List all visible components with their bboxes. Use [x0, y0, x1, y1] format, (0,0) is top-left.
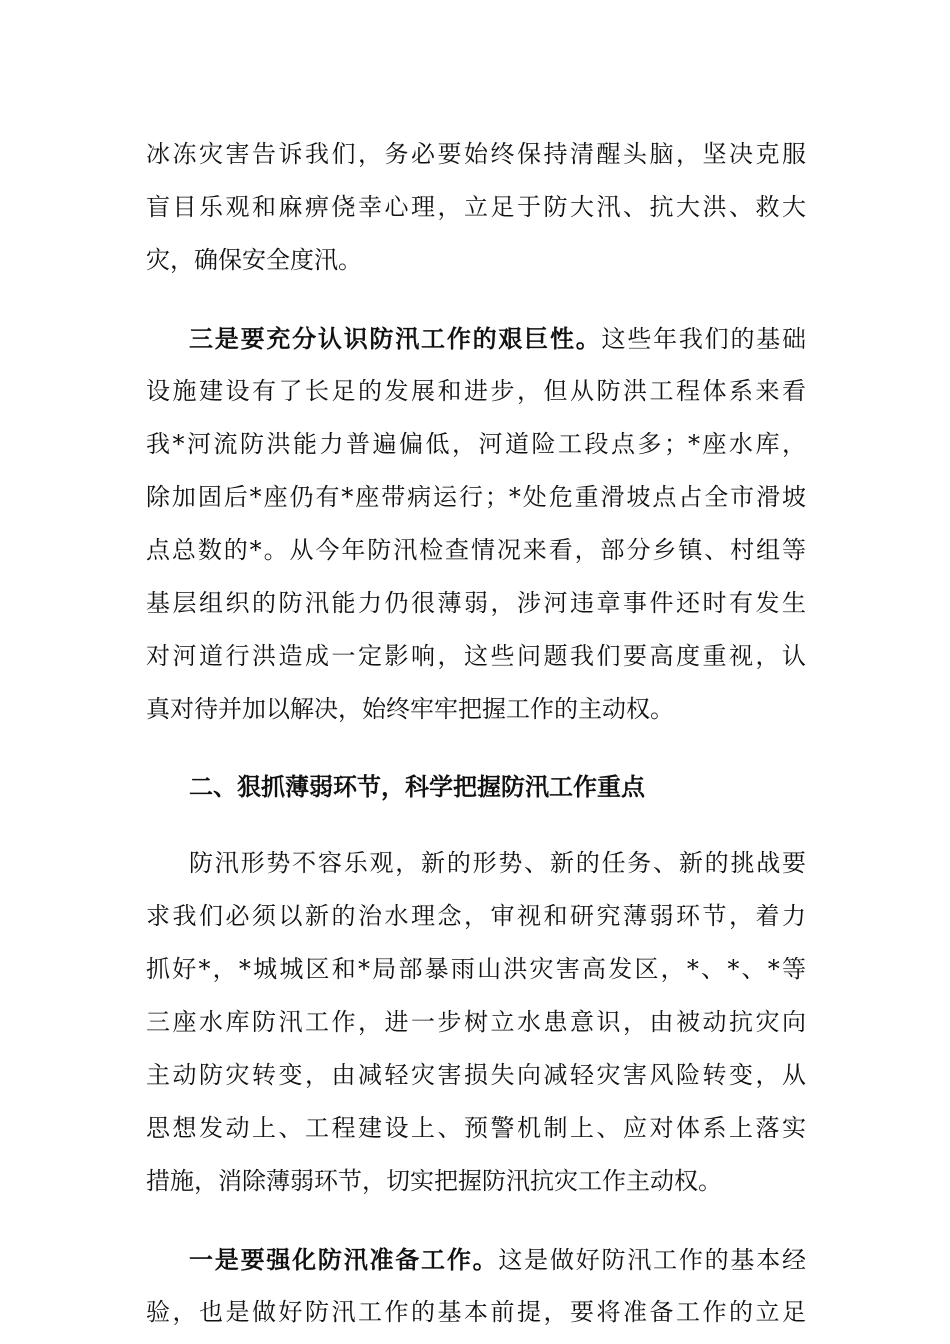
text-line: 冰冻灾害告诉我们，务必要始终保持清醒头脑，坚决克服	[146, 140, 806, 168]
text-line: 真对待并加以解决，始终牢牢把握工作的主动权。	[146, 695, 674, 723]
text-line: 主动防灾转变，由减轻灾害损失向减轻灾害风险转变，从	[146, 1061, 806, 1089]
section-heading: 二、狠抓薄弱环节，科学把握防汛工作重点	[189, 772, 645, 801]
paragraph-4	[146, 1233, 806, 1339]
text-line: 盲目乐观和麻痹侥幸心理，立足于防大汛、抗大洪、救大	[146, 193, 806, 221]
text-line: 灾，确保安全度汛。	[146, 246, 362, 274]
text-line: 对河道行洪造成一定影响，这些问题我们要高度重视，认	[146, 642, 806, 670]
text-line: 验，也是做好防汛工作的基本前提，要将准备工作的立足	[146, 1298, 806, 1326]
text-line: 三座水库防汛工作，进一步树立水患意识，由被动抗灾向	[146, 1008, 806, 1036]
text-line: 措施，消除薄弱环节，切实把握防汛抗灾工作主动权。	[146, 1167, 722, 1195]
document-page	[146, 128, 806, 1339]
lead-text: 这是做好防汛工作的基本经	[498, 1246, 806, 1274]
paragraph-2	[146, 312, 806, 736]
lead-text: 这些年我们的基础	[601, 325, 807, 353]
bold-lead: 三是要充分认识防汛工作的艰巨性。	[189, 324, 602, 353]
paragraph-lead-line	[146, 1233, 806, 1286]
text-line: 设施建设有了长足的发展和进步，但从防洪工程体系来看	[146, 377, 806, 405]
text-line: 点总数的*。从今年防汛检查情况来看，部分乡镇、村组等	[146, 536, 806, 564]
text-line: 我*河流防洪能力普遍偏低，河道险工段点多；*座水库，	[146, 430, 806, 458]
text-line: 防汛形势不容乐观，新的形势、新的任务、新的挑战要	[189, 849, 806, 877]
text-line: 思想发动上、工程建设上、预警机制上、应对体系上落实	[146, 1114, 806, 1142]
bold-lead: 一是要强化防汛准备工作。	[189, 1245, 499, 1274]
paragraph-3	[146, 837, 806, 1208]
paragraph-lead-line	[146, 312, 806, 365]
text-line: 基层组织的防汛能力仍很薄弱，涉河违章事件还时有发生	[146, 589, 806, 617]
text-line: 求我们必须以新的治水理念，审视和研究薄弱环节，着力	[146, 902, 806, 930]
text-line: 抓好*，*城城区和*局部暴雨山洪灾害高发区，*、*、*等	[146, 955, 806, 983]
text-line: 除加固后*座仍有*座带病运行；*处危重滑坡点占全市滑坡	[146, 483, 806, 511]
paragraph-1	[146, 128, 806, 287]
